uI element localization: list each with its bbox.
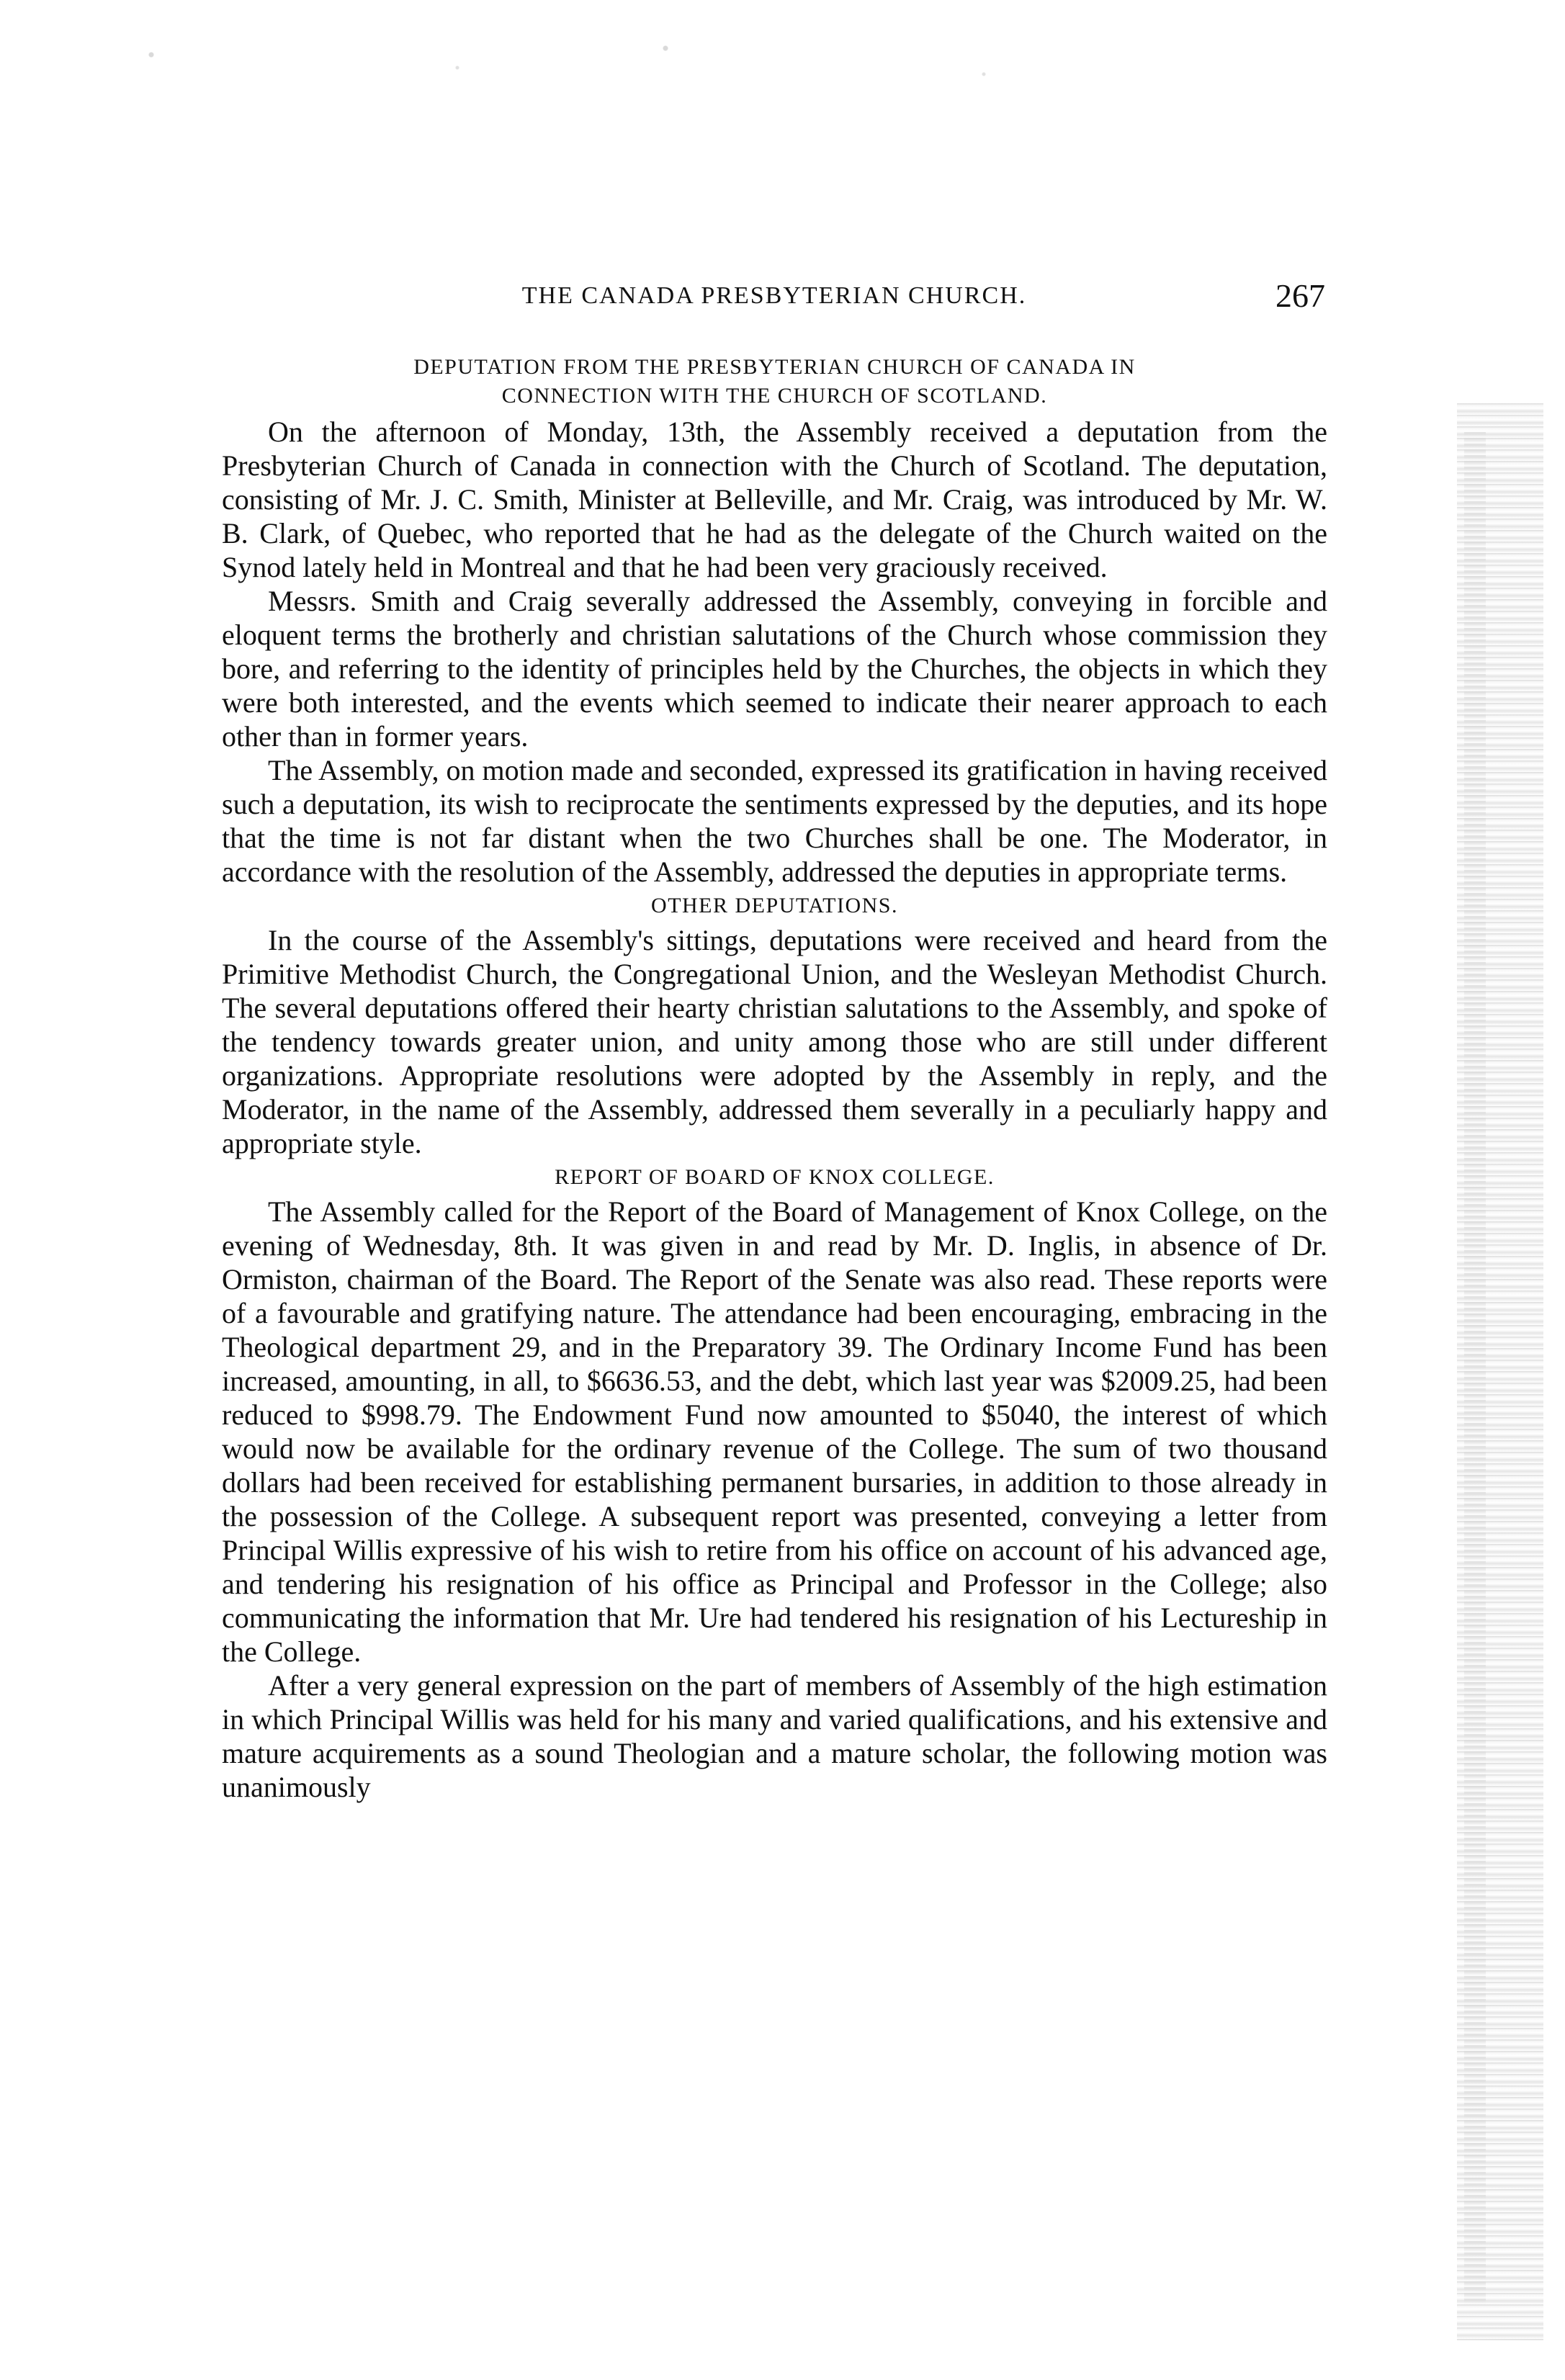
- paragraph: Messrs. Smith and Craig severally addressed the Assembly, conveying in forcible and eloquent terms the brotherly and christian salutations of the Church whose commission they bore, and referring to the identity of principles held by the Churches, the objects in which they were both interested, and the events which seemed to indicate their nearer approach to each other than in former years.: [222, 585, 1327, 753]
- section-heading-line: REPORT OF BOARD OF KNOX COLLEGE.: [555, 1165, 995, 1189]
- section-heading-knox-college-report: [222, 1163, 1327, 1192]
- text-column: [222, 353, 1327, 1804]
- section-heading-deputation-church-of-scotland: [222, 353, 1327, 410]
- section-heading-line: OTHER DEPUTATIONS.: [651, 894, 898, 917]
- section-heading-other-deputations: [222, 892, 1327, 920]
- scan-specks: [29, 29, 1253, 94]
- running-title: THE CANADA PRESBYTERIAN CHURCH.: [521, 282, 1027, 309]
- paragraph: In the course of the Assembly's sittings, deputations were received and heard from the Primitive Methodist Church, the Congregational Union, and the Wesleyan Methodist Church. The several deputations offered their hearty christian salutations to the Assembly, and spoke of the tendency towards greater union, and unity among those who are still under different organizations. Appropriate resolutions were adopted by the Assembly in reply, and the Moderator, in the name of the Assembly, addressed them severally in a peculiarly happy and appropriate style.: [222, 924, 1327, 1159]
- scan-edge-noise-inner: [1464, 432, 1486, 2304]
- paragraph: After a very general expression on the part of members of Assembly of the high estimation in which Principal Willis was held for his many and varied qualifications, and his extensive and mature acquirements as a sound Theologian and a mature scholar, the following motion was unanimously: [222, 1669, 1327, 1803]
- section-heading-line: DEPUTATION FROM THE PRESBYTERIAN CHURCH OF CANADA IN: [413, 355, 1136, 379]
- paragraph: The Assembly called for the Report of the Board of Management of Knox College, on the evening of Wednesday, 8th. It was given in and read by Mr. D. Inglis, in absence of Dr. Ormiston, chairman of the Board. The Report of the Senate was also read. These reports were of a favourable and gratifying nature. The attendance had been encouraging, embracing in the Theological department 29, and in the Preparatory 39. The Ordinary Income Fund has been increased, amounting, in all, to $6636.53, and the debt, which last year was $2009.25, had been reduced to $998.79. The Endowment Fund now amounted to $5040, the interest of which would now be available for the ordinary revenue of the College. The sum of two thousand dollars had been received for establishing permanent bursaries, in addition to those already in the possession of the College. A subsequent report was presented, conveying a letter from Principal Willis expressive of his wish to retire from his office on account of his advanced age, and tendering his resignation of his office as Principal and Professor in the College; also communicating the information that Mr. Ure had tendered his resignation of his Lectureship in the College.: [222, 1195, 1327, 1668]
- paragraph: The Assembly, on motion made and seconded, expressed its gratification in having received such a deputation, its wish to reciprocate the sentiments expressed by the deputies, and its hope that the time is not far distant when the two Churches shall be one. The Moderator, in accordance with the resolution of the Assembly, addressed the deputies in appropriate terms.: [222, 754, 1327, 888]
- paragraph: On the afternoon of Monday, 13th, the Assembly received a deputation from the Presbyterian Church of Canada in connection with the Church of Scotland. The deputation, consisting of Mr. J. C. Smith, Minister at Belleville, and Mr. Craig, was introduced by Mr. W. B. Clark, of Quebec, who reported that he had as the delegate of the Church waited on the Synod lately held in Montreal and that he had been very graciously received.: [222, 416, 1327, 583]
- section-heading-line: CONNECTION WITH THE CHURCH OF SCOTLAND.: [501, 384, 1048, 408]
- running-head: [223, 277, 1325, 325]
- page-number: 267: [1275, 277, 1325, 314]
